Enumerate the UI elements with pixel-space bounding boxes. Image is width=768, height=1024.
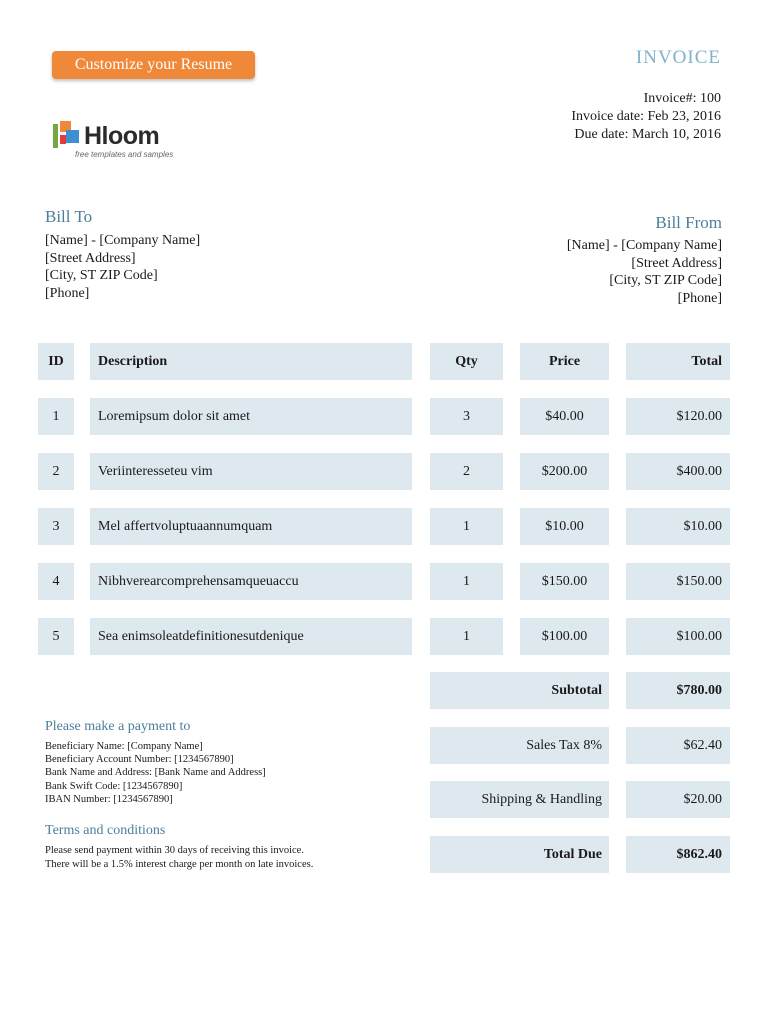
row-description: Sea enimsoleatdefinitionesutdenique <box>90 618 412 655</box>
bill-from-address <box>567 237 722 307</box>
row-id: 5 <box>38 618 74 655</box>
total-due-label: Total Due <box>430 836 609 873</box>
row-qty: 3 <box>430 398 503 435</box>
header-price: Price <box>520 343 609 380</box>
sales-tax-value: $62.40 <box>626 727 730 764</box>
bill-to-line: [Name] - [Company Name] <box>45 233 201 248</box>
row-description: Loremipsum dolor sit amet <box>90 398 412 435</box>
payment-details <box>45 740 266 806</box>
row-description: Veriinteresseteu vim <box>90 453 412 490</box>
bill-from-line: [Phone] <box>677 290 722 306</box>
header-id: ID <box>38 343 74 380</box>
logo-tagline: free templates and samples <box>75 150 174 159</box>
row-total: $400.00 <box>626 453 730 490</box>
bill-from-heading: Bill From <box>655 213 722 232</box>
bill-to-heading: Bill To <box>45 207 93 226</box>
header-total: Total <box>626 343 730 380</box>
row-price: $200.00 <box>520 453 609 490</box>
logo-wordmark: Hloom <box>84 122 160 150</box>
row-price: $10.00 <box>520 508 609 545</box>
header-description: Description <box>90 343 412 380</box>
row-id: 4 <box>38 563 74 600</box>
header-qty: Qty <box>430 343 503 380</box>
total-due-value: $862.40 <box>626 836 730 873</box>
row-total: $120.00 <box>626 398 730 435</box>
bill-from-line: [Street Address] <box>631 255 722 271</box>
row-price: $40.00 <box>520 398 609 435</box>
row-id: 3 <box>38 508 74 545</box>
bill-from-line: [City, ST ZIP Code] <box>609 273 722 288</box>
invoice-number: Invoice#: 100 <box>643 91 721 106</box>
row-price: $150.00 <box>520 563 609 600</box>
shipping-value: $20.00 <box>626 781 730 818</box>
row-description: Mel affertvoluptuaannumquam <box>90 508 412 545</box>
row-description: Nibhverearcomprehensamqueuaccu <box>90 563 412 600</box>
invoice-meta <box>571 90 721 144</box>
terms-heading: Terms and conditions <box>45 823 166 838</box>
hloom-logo-icon <box>53 121 83 149</box>
bill-to-line: [Street Address] <box>45 250 136 266</box>
terms-details <box>45 844 313 871</box>
due-date: Due date: March 10, 2016 <box>574 127 721 142</box>
row-price: $100.00 <box>520 618 609 655</box>
row-total: $100.00 <box>626 618 730 655</box>
row-id: 1 <box>38 398 74 435</box>
terms-line: There will be a 1.5% interest charge per month on late invoices. <box>45 858 314 870</box>
row-qty: 1 <box>430 563 503 600</box>
payment-line: Beneficiary Name: [Company Name] <box>45 741 203 752</box>
shipping-label: Shipping & Handling <box>430 781 609 818</box>
invoice-date: Invoice date: Feb 23, 2016 <box>571 109 721 124</box>
payment-line: Bank Name and Address: [Bank Name and Address] <box>45 767 266 779</box>
customize-resume-button[interactable]: Customize your Resume <box>52 51 255 79</box>
row-total: $150.00 <box>626 563 730 600</box>
bill-to-line: [City, ST ZIP Code] <box>45 268 158 283</box>
payment-line: Bank Swift Code: [1234567890] <box>45 780 183 792</box>
subtotal-label: Subtotal <box>430 672 609 709</box>
payment-heading: Please make a payment to <box>45 719 191 734</box>
bill-to-line: [Phone] <box>45 285 90 301</box>
subtotal-value: $780.00 <box>626 672 730 709</box>
sales-tax-label: Sales Tax 8% <box>430 727 609 764</box>
row-qty: 1 <box>430 508 503 545</box>
terms-line: Please send payment within 30 days of receiving this invoice. <box>45 845 304 856</box>
row-id: 2 <box>38 453 74 490</box>
bill-from-line: [Name] - [Company Name] <box>566 238 722 253</box>
row-total: $10.00 <box>626 508 730 545</box>
row-qty: 1 <box>430 618 503 655</box>
payment-line: IBAN Number: [1234567890] <box>45 793 173 805</box>
bill-to-address <box>45 232 200 302</box>
invoice-title: INVOICE <box>635 47 721 68</box>
row-qty: 2 <box>430 453 503 490</box>
payment-line: Beneficiary Account Number: [1234567890] <box>45 754 234 766</box>
hloom-logo[interactable] <box>53 119 213 165</box>
